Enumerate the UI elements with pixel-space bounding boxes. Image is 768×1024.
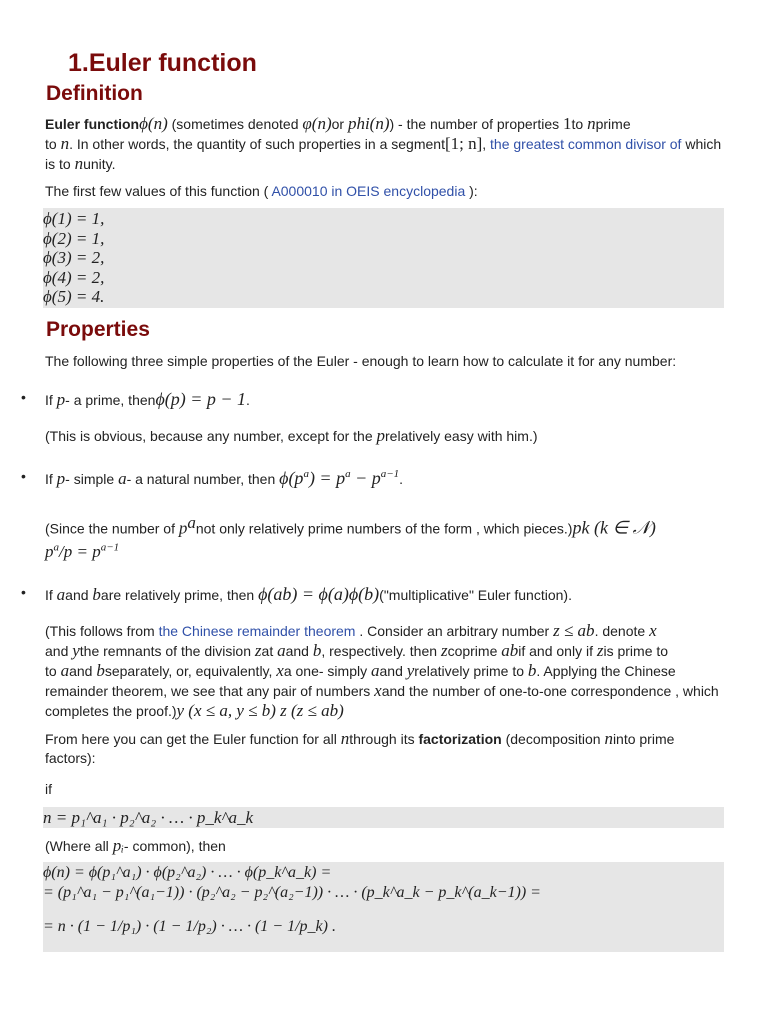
list-item — [21, 467, 724, 489]
math-line: ϕ(1) = 1, — [43, 209, 105, 228]
math-line: ϕ(2) = 1, — [43, 228, 105, 248]
where-paragraph — [45, 836, 724, 856]
property-2-note — [45, 513, 724, 562]
math-inline: b — [312, 640, 322, 660]
properties-list — [21, 467, 724, 489]
math-line: ϕ(5) = 4. — [43, 287, 105, 306]
math-inline: x — [276, 660, 284, 680]
text-span: (sometimes denoted — [167, 116, 303, 132]
math-inline: n — [604, 728, 613, 748]
math-sup: a — [345, 467, 351, 480]
math-sup: a — [303, 467, 309, 480]
math-inline: phi(n) — [347, 114, 390, 133]
text-span: into prime factors): — [45, 730, 675, 766]
text-span: and — [69, 662, 97, 679]
math-line: ϕ(4) = 2, — [43, 267, 105, 287]
page-title: 1.Euler function — [68, 49, 257, 77]
text-span: the remnants of the division — [79, 642, 255, 659]
math-inline: n — [60, 134, 70, 153]
math-inline: ϕ(p) = p − 1 — [155, 388, 247, 409]
text-span: (This is obvious, because any number, except for the — [45, 427, 377, 444]
text-span: or — [331, 116, 348, 132]
section-heading-properties: Properties — [46, 317, 150, 341]
math-formula — [279, 468, 399, 488]
text-span: if and only if — [518, 642, 597, 659]
math-inline: z — [254, 640, 262, 660]
properties-intro: The following three simple properties of the Euler - enough to learn how to calculate it for any number: — [45, 352, 677, 369]
math-sup: a−1 — [380, 467, 400, 480]
math-inline: x — [649, 620, 657, 640]
text-span: (Where all — [45, 838, 113, 855]
math-inline: p — [178, 518, 188, 538]
property-3-note: (This follows from the Chinese remainder theorem . Consider an arbitrary number z ≤ ab. denote x and ythe remnants of the division zat aand b, respectively. then zcoprime abif and only if zis prime to to aand bseparately, or, equivalently, xa one- simply aand yrelatively prime to b. Applying the Chinese remainder theorem, we see that any pair of numbers xand the number of one-to-one correspondence , which completes the proof.)y (x ≤ a, y ≤ b) z (z ≤ ab) — [45, 620, 719, 720]
math-inline: b — [527, 660, 537, 680]
list-item — [21, 583, 724, 605]
text-span: and — [285, 642, 313, 659]
math-inline: 1 — [563, 114, 572, 133]
math-inline: p — [56, 389, 66, 409]
math-inline: pᵢ — [112, 836, 124, 856]
text-span: - simple — [65, 470, 119, 487]
math-line: ϕ(n) = ϕ(p₁^a₁) · ϕ(p₂^a₂) · … · ϕ(p_k^a_k) = — [43, 864, 332, 882]
bold-term: factorization — [418, 730, 502, 747]
math-part: − p — [350, 467, 381, 488]
math-inline: y — [72, 640, 80, 660]
math-sup: a — [187, 512, 196, 532]
factorization-math-block — [43, 807, 724, 829]
text-span: - a natural number, then — [126, 470, 280, 487]
text-span: are relatively prime, then — [100, 586, 259, 603]
text-span: to — [571, 116, 588, 132]
math-inline: p — [376, 425, 386, 445]
text-span: - a prime, then — [65, 391, 156, 408]
math-inline: a — [371, 660, 380, 680]
text-span: relatively easy with him.) — [385, 427, 538, 444]
math-inline: ϕ(ab) = ϕ(a)ϕ(b) — [258, 583, 380, 604]
properties-list — [21, 388, 724, 410]
math-line: n = p₁^a₁ · p₂^a₂ · … · p_k^a_k — [43, 807, 254, 827]
math-inline: b — [96, 660, 105, 680]
math-part: ) = p — [308, 467, 346, 488]
math-part: /p = p — [59, 541, 101, 561]
math-inline: y (x ≤ a, y ≤ b) z (z ≤ ab) — [176, 700, 344, 720]
math-inline: z ≤ ab — [553, 620, 595, 640]
text-span: and the number of one-to-one correspondence , which completes the proof.) — [45, 682, 719, 719]
text-span: If — [45, 391, 57, 408]
math-line: ϕ(3) = 2, — [43, 248, 105, 267]
text-span: ): — [465, 183, 478, 199]
math-formula — [45, 542, 119, 561]
math-inline: b — [92, 584, 101, 604]
math-inline: n — [74, 154, 84, 173]
text-span: , respectively. then — [321, 642, 441, 659]
text-span: If — [45, 470, 57, 487]
text-span: (decomposition — [501, 730, 605, 747]
text-span: ) - the number of properties — [389, 116, 564, 132]
text-span: (This follows from — [45, 622, 159, 639]
math-inline: a — [56, 584, 66, 604]
math-inline: n — [587, 114, 596, 133]
math-inline: n — [340, 728, 350, 748]
math-line: = n · (1 − 1/p₁) · (1 − 1/p₂) · … · (1 − 1/p_k) . — [43, 918, 336, 936]
math-inline: x — [374, 680, 382, 700]
section-heading-definition: Definition — [46, 82, 143, 105]
text-span: to — [45, 136, 61, 152]
text-span: and — [45, 642, 73, 659]
text-span: - common), then — [123, 838, 226, 855]
values-math-block — [43, 208, 724, 308]
values-intro — [45, 182, 724, 201]
math-sup: a−1 — [100, 541, 120, 554]
math-inline: a — [277, 640, 286, 660]
text-span: separately, or, equivalently, — [104, 662, 277, 679]
text-span: is prime to — [603, 642, 669, 659]
math-sup: a — [53, 541, 59, 554]
text-span: If — [45, 586, 57, 603]
text-span: coprime — [447, 642, 502, 659]
math-part: p — [45, 541, 54, 561]
text-span: . denote — [594, 622, 650, 639]
text-span: at — [261, 642, 278, 659]
bullet: • — [21, 583, 26, 600]
gcd-link[interactable]: the greatest common divisor of — [490, 136, 682, 152]
bold-term: Euler function — [45, 116, 140, 132]
math-line: = (p₁^a₁ − p₁^(a₁−1)) · (p₂^a₂ − p₂^(a₂−1)) · … · (p_k^a_k − p_k^(a_k−1)) = — [43, 884, 541, 902]
math-inline: a — [118, 468, 127, 488]
math-inline: y — [406, 660, 415, 680]
factorization-paragraph — [45, 729, 724, 768]
if-text: if — [45, 780, 52, 797]
text-span: (Since the number of — [45, 520, 179, 537]
list-item — [21, 388, 724, 410]
math-inline: pk (k ∈ 𝒩) — [572, 517, 656, 538]
property-1-note — [45, 426, 724, 446]
final-formula-block — [43, 862, 724, 952]
math-part: ϕ(p — [279, 467, 304, 488]
text-span: ("multiplicative" Euler function). — [379, 586, 572, 603]
math-inline: [1; n] — [444, 134, 483, 153]
text-span: a one- simply — [283, 662, 371, 679]
math-inline: z — [440, 640, 448, 660]
bullet: • — [21, 388, 26, 405]
text-span: unity. — [83, 156, 116, 172]
bullet: • — [21, 467, 26, 484]
math-inline: a — [60, 660, 70, 680]
text-span: not only relatively prime numbers of the form , which pieces.) — [195, 520, 573, 537]
text-span: . — [246, 391, 250, 408]
text-span: . Applying the Chinese remainder theorem, we see that any pair of numbers — [45, 662, 676, 699]
properties-list — [21, 583, 724, 605]
text-span: . — [399, 470, 404, 487]
text-span: prime — [595, 116, 631, 132]
text-span: The first few values of this function ( — [45, 183, 272, 199]
text-span: , — [482, 136, 491, 152]
math-inline: ϕ(n) — [139, 114, 168, 133]
text-span: and — [379, 662, 407, 679]
text-span: From here you can get the Euler function for all — [45, 730, 341, 747]
text-span: through its — [349, 730, 419, 747]
text-span: . Consider an arbitrary number — [355, 622, 554, 639]
text-span: relatively prime to — [414, 662, 528, 679]
math-inline: z — [596, 640, 604, 660]
text-span: . In other words, the quantity of such properties in a segment — [69, 136, 445, 152]
math-inline: φ(n) — [302, 114, 332, 133]
definition-paragraph — [45, 114, 724, 174]
text-span: and — [65, 586, 93, 603]
math-inline: ab — [501, 640, 519, 660]
text-span: which is to — [45, 136, 722, 172]
oeis-link[interactable]: A000010 in OEIS encyclopedia — [271, 183, 466, 199]
math-inline: p — [56, 468, 66, 488]
crt-link[interactable]: the Chinese remainder theorem — [158, 622, 356, 639]
